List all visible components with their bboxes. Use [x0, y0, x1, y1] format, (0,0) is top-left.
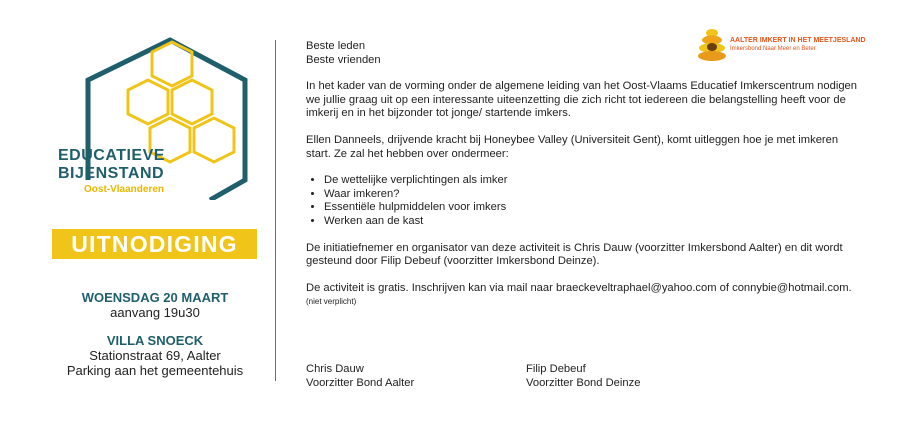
letter-body — [306, 40, 866, 322]
paragraph-intro: In het kader van de vorming onder de algemene leiding van het Oost-Vlaams Educatief Imkerscentrum nodigen we jullie graag uit op een interessante uiteenzetting die zich richt tot iedereen die belangstelling heeft voor de imkerij en in het bijzonder tot jonge/ startende imkers. — [306, 80, 857, 120]
divider — [275, 40, 276, 381]
org-name: EDUCATIEVE BIJENSTAND — [58, 147, 165, 182]
list-item: • De wettelijke verplichtingen als imker — [324, 174, 866, 188]
brand-title: AALTER IMKERT IN HET MEETJESLAND — [730, 37, 866, 44]
org-subtitle: Oost-Vlaanderen — [84, 184, 165, 195]
brand-subtitle: Imkersbond Naar Meer en Beter — [730, 46, 816, 52]
paragraph-speaker: Ellen Danneels, drijvende kracht bij Honeybee Valley (Universiteit Gent), komt uitleggen hoe je met imkeren start. Ze zal het hebben over ondermeer: — [306, 133, 839, 160]
signature-2: Filip Debeuf Voorzitter Bond Deinze — [526, 363, 641, 389]
topics-list — [306, 174, 866, 228]
paragraph-organizer: De initiatiefnemer en organisator van deze activiteit is Chris Dauw (voorzitter Imkersbond Aalter) en dit wordt gesteund door Filip Debeuf (voorzitter Imkersbond Deinze). — [306, 241, 843, 268]
paragraph-registration: De activiteit is gratis. Inschrijven kan via mail naar braeckeveltraphael@yahoo.com of connybie@hotmail.com. (niet verplicht) — [306, 281, 852, 307]
list-item: • Waar imkeren? — [324, 188, 866, 202]
signature-1: Chris Dauw Voorzitter Bond Aalter — [306, 363, 415, 389]
event-venue: VILLA SNOECK — [106, 333, 204, 348]
list-item: • Werken aan de kast — [324, 215, 866, 229]
optional-note: (niet verplicht) — [306, 297, 357, 307]
event-date: WOENSDAG 20 MAART — [81, 290, 229, 305]
list-item: • Essentiële hulpmiddelen voor imkers — [324, 201, 866, 215]
left-panel — [0, 0, 275, 424]
invitation-banner: UITNODIGING — [52, 229, 257, 259]
event-parking: Parking aan het gemeentehuis — [66, 363, 244, 378]
event-time: aanvang 19u30 — [110, 305, 200, 320]
event-address: Stationstraat 69, Aalter — [89, 348, 221, 363]
greeting: Beste leden Beste vrienden — [306, 40, 381, 66]
